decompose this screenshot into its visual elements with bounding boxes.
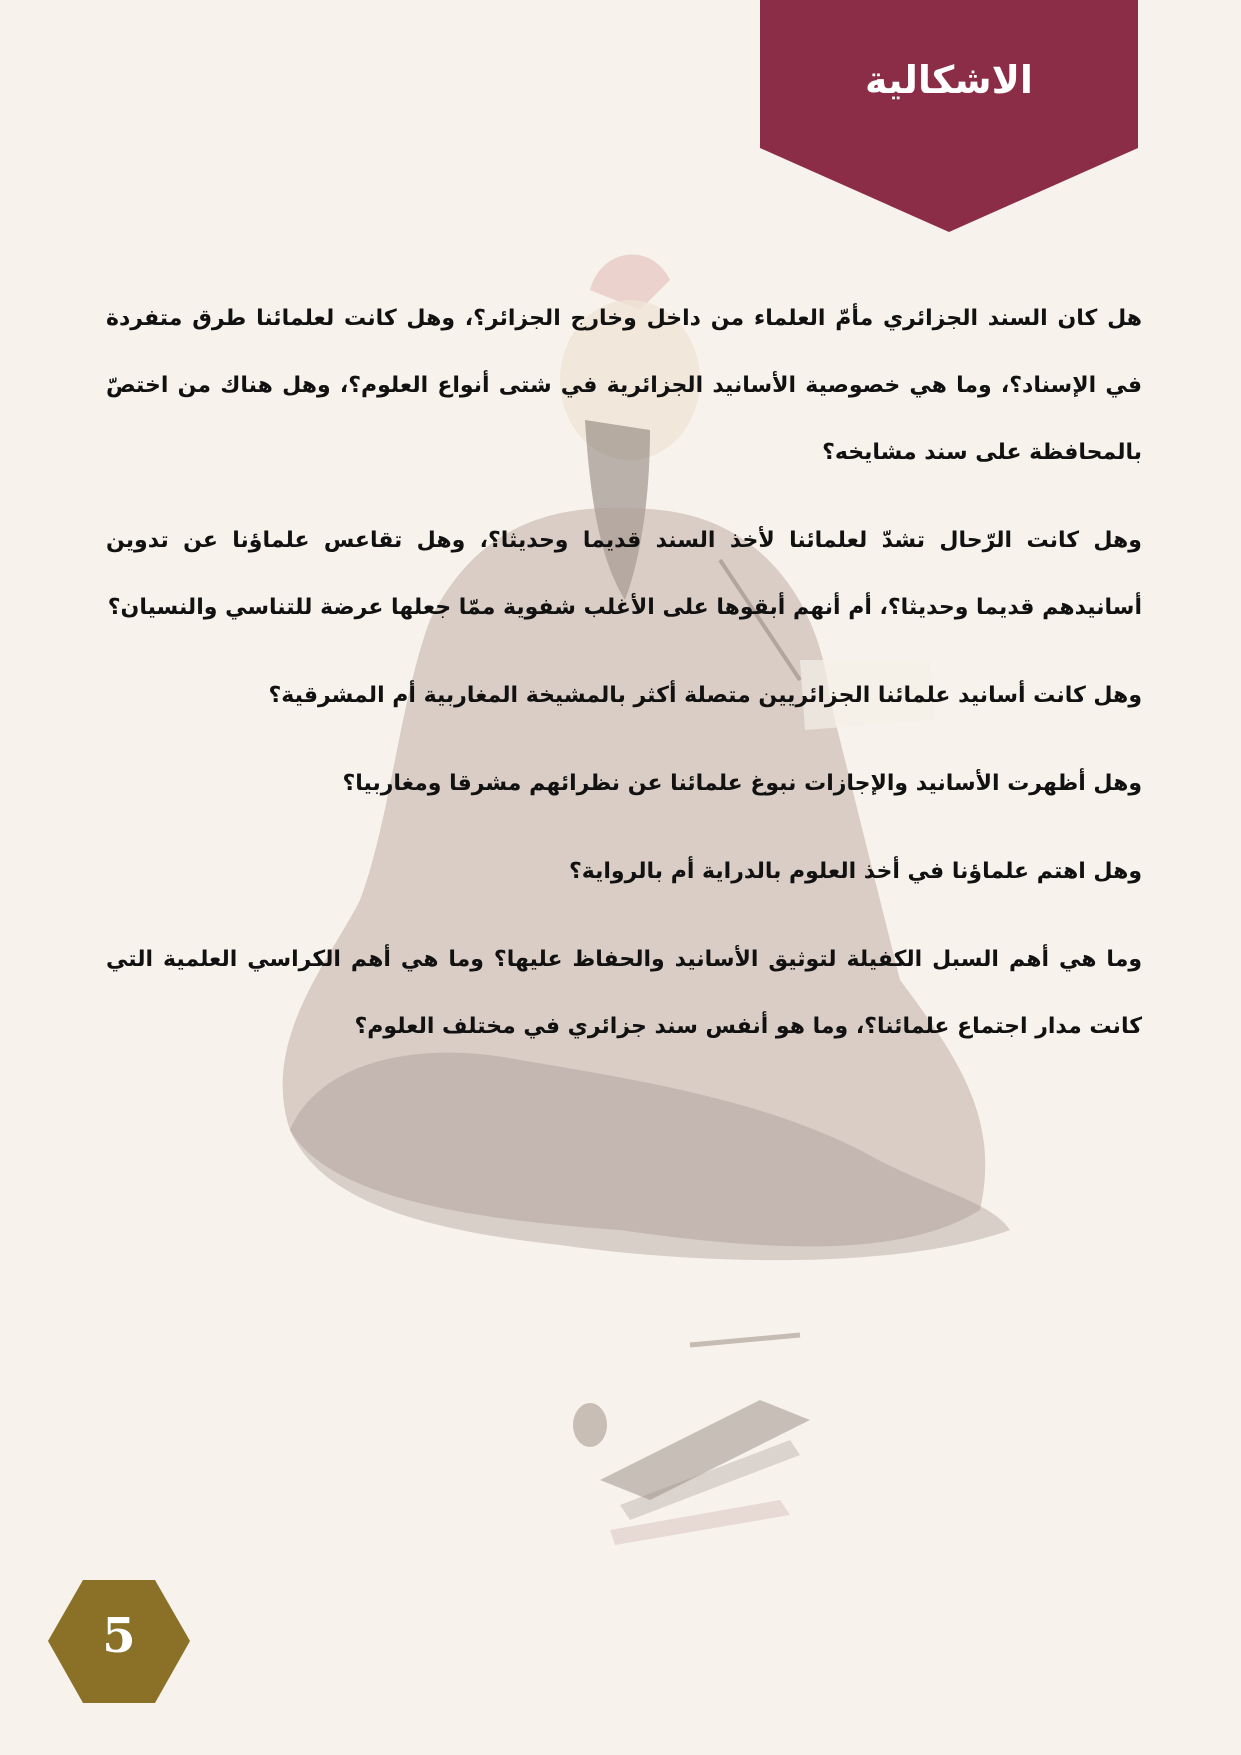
paragraph: وهل اهتم علماؤنا في أخذ العلوم بالدراية أم بالرواية؟ bbox=[569, 859, 1142, 884]
paragraph: وهل كانت الرّحال تشدّ لعلمائنا لأخذ السند قديما وحديثا؟، وهل تقاعس علماؤنا عن تدوين أسانيدهم قديما وحديثا؟، أم أنهم أبقوها على الأغلب شفوية ممّا جعلها عرضة للتناسي والنسيان؟ bbox=[106, 528, 1142, 620]
title-banner bbox=[760, 0, 1138, 232]
paragraph: هل كان السند الجزائري مأمّ العلماء من داخل وخارج الجزائر؟، وهل كانت لعلمائنا طرق متفردة في الإسناد؟، وما هي خصوصية الأسانيد الجزائرية في شتى أنواع العلوم؟، وهل هناك من اختصّ بالمحافظة على سند مشايخه؟ bbox=[106, 306, 1142, 465]
page-title: الاشكالية bbox=[865, 58, 1033, 102]
body-text bbox=[106, 285, 1142, 1081]
paragraph: وهل كانت أسانيد علمائنا الجزائريين متصلة أكثر بالمشيخة المغاربية أم المشرقية؟ bbox=[268, 683, 1142, 708]
paragraph: وهل أظهرت الأسانيد والإجازات نبوغ علمائنا عن نظرائهم مشرقا ومغاربيا؟ bbox=[342, 771, 1142, 796]
page-number: 5 bbox=[102, 1608, 136, 1664]
paragraph: وما هي أهم السبل الكفيلة لتوثيق الأسانيد والحفاظ عليها؟ وما هي أهم الكراسي العلمية التي كانت مدار اجتماع علمائنا؟، وما هو أنفس سند جزائري في مختلف العلوم؟ bbox=[106, 947, 1142, 1039]
